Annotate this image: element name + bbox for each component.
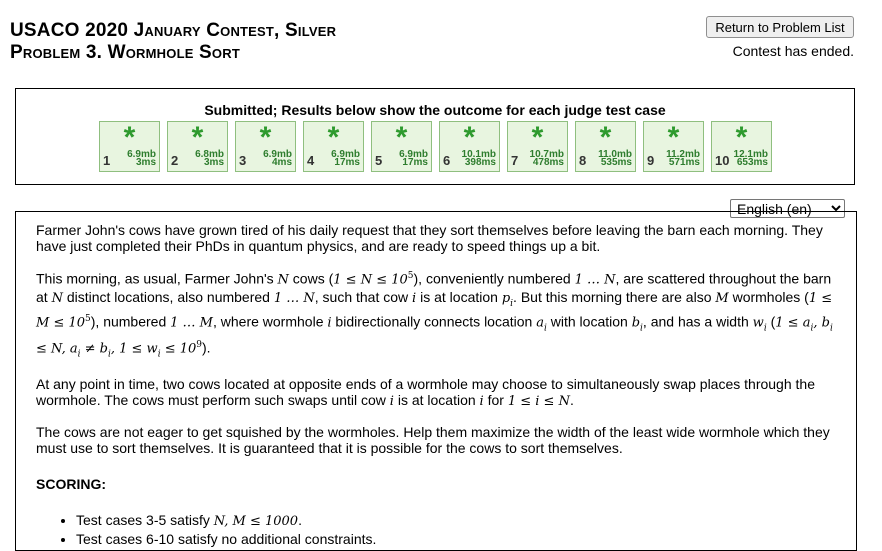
scoring-item: • Test cases 3-5 satisfy N, M ≤ 1000. xyxy=(76,512,836,530)
test-case-time: 4ms xyxy=(271,157,292,168)
page-title xyxy=(10,20,336,64)
test-case-time: 653ms xyxy=(736,157,768,168)
test-case-9 xyxy=(643,121,704,172)
pass-mark-icon: * xyxy=(191,121,204,154)
pass-mark-icon: * xyxy=(463,121,476,154)
test-case-memory: 6.9mb xyxy=(331,149,360,160)
test-case-memory: 11.0mb xyxy=(598,149,632,160)
scoring-item: • Test cases 6-10 satisfy no additional constraints. xyxy=(76,531,836,547)
test-case-time: 398ms xyxy=(464,157,496,168)
test-case-number: 7 xyxy=(511,153,519,168)
scoring-list xyxy=(36,512,836,547)
test-case-memory: 11.2mb xyxy=(666,149,700,160)
pass-mark-icon: * xyxy=(735,121,748,154)
test-case-3 xyxy=(235,121,296,172)
test-case-number: 4 xyxy=(307,153,315,168)
pass-mark-icon: * xyxy=(327,121,340,154)
test-case-memory: 10.1mb xyxy=(461,149,496,160)
test-case-number: 6 xyxy=(443,153,451,168)
contest-title: USACO 2020 January Contest, Silver xyxy=(10,20,337,41)
statement-paragraph-2: This morning, as usual, Farmer John's N cows $(1 \le N \le 10^5)$, conveniently numbered 1 … N, are scattered throughout the barn at N distinct locations, also numbered 1 … N, such that cow i is at location $p_i$. But this morning there are also M wormholes $(1 \le M \le 10^5)$, numbered 1 … M, where wormhole i bidirectionally connects location $a_i$ with location $b_i$, and has a width $w_i$ ($1 \le a_i$, $b_i \le N$, $a_i \ne b_i$, $1 \le w_i \le 10^9$). xyxy=(36,270,833,360)
test-case-number: 2 xyxy=(171,153,179,168)
test-case-number: 5 xyxy=(375,153,383,168)
pass-mark-icon: * xyxy=(531,121,544,154)
contest-status: Contest has ended. xyxy=(732,43,854,59)
pass-mark-icon: * xyxy=(123,121,136,154)
test-case-5 xyxy=(371,121,432,172)
test-case-1 xyxy=(99,121,160,172)
pass-mark-icon: * xyxy=(667,121,680,154)
test-case-4 xyxy=(303,121,364,172)
problem-statement-panel xyxy=(15,211,857,551)
test-case-memory: 6.8mb xyxy=(195,149,224,160)
test-case-memory: 10.7mb xyxy=(529,149,564,160)
scoring-heading: SCORING: xyxy=(36,476,106,493)
test-case-time: 3ms xyxy=(203,157,224,168)
test-case-time: 17ms xyxy=(402,157,428,168)
test-case-number: 1 xyxy=(103,153,111,168)
problem-title: Problem 3. Wormhole Sort xyxy=(10,42,240,63)
test-case-time: 478ms xyxy=(532,157,564,168)
statement-paragraph-1: Farmer John's cows have grown tired of his daily request that they sort themselves before leaving the barn each morning. They have just completed their PhDs in quantum physics, and are ready to speed things up a bit. xyxy=(36,222,823,254)
test-case-number: 10 xyxy=(715,153,730,168)
test-case-number: 3 xyxy=(239,153,247,168)
results-panel xyxy=(15,88,855,185)
test-case-10 xyxy=(711,121,772,172)
test-case-time: 17ms xyxy=(334,157,360,168)
statement-paragraph-3: At any point in time, two cows located at opposite ends of a wormhole may choose to simultaneously swap places through the wormhole. The cows must perform such swaps until cow i is at location i for 1 ≤ i ≤ N. xyxy=(36,376,815,410)
test-case-time: 535ms xyxy=(600,157,632,168)
problem-statement xyxy=(36,222,836,548)
pass-mark-icon: * xyxy=(599,121,612,154)
statement-paragraph-4: The cows are not eager to get squished by the wormholes. Help them maximize the width of the least wide wormhole which they must use to sort themselves. It is guaranteed that it is possible for the cows to sort themselves. xyxy=(36,424,830,457)
test-case-time: 571ms xyxy=(668,157,700,168)
test-case-2 xyxy=(167,121,228,172)
results-heading: Submitted; Results below show the outcome for each judge test case xyxy=(204,102,666,118)
pass-mark-icon: * xyxy=(259,121,272,154)
test-case-memory: 6.9mb xyxy=(127,149,156,160)
test-case-7 xyxy=(507,121,568,172)
pass-mark-icon: * xyxy=(395,121,408,154)
test-case-8 xyxy=(575,121,636,172)
test-case-memory: 6.9mb xyxy=(263,149,292,160)
return-to-problem-list-button[interactable]: Return to Problem List xyxy=(706,16,854,38)
test-case-memory: 6.9mb xyxy=(399,149,428,160)
test-case-time: 3ms xyxy=(135,157,156,168)
test-case-number: 8 xyxy=(579,153,587,168)
test-case-memory: 12.1mb xyxy=(733,149,768,160)
test-case-number: 9 xyxy=(647,153,655,168)
test-case-6 xyxy=(439,121,500,172)
